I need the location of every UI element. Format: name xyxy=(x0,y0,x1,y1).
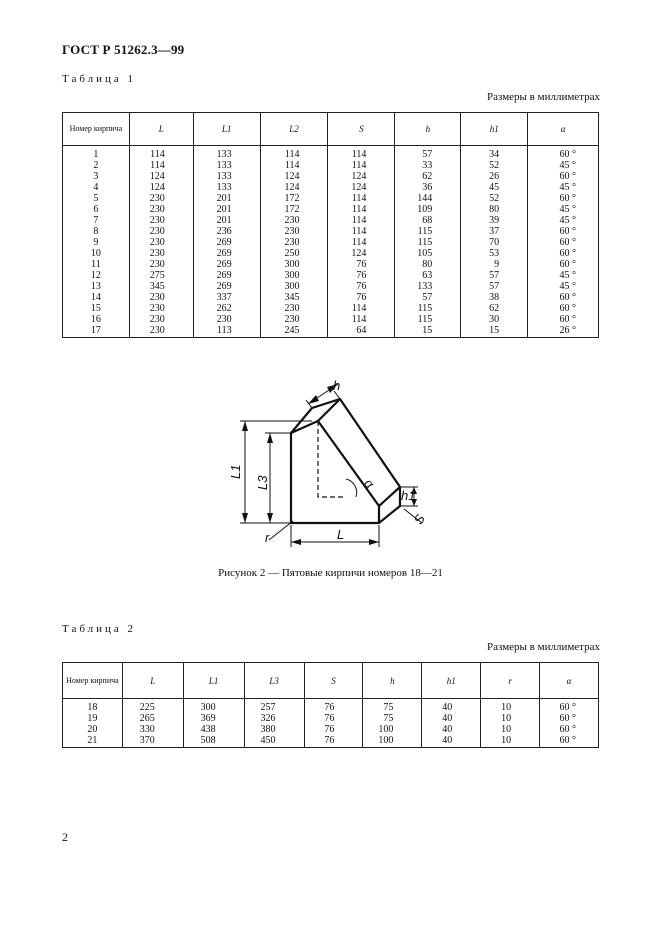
table-cell: 225 xyxy=(122,699,183,714)
table-row xyxy=(63,226,599,237)
table-cell: 1 xyxy=(63,146,130,161)
table-row xyxy=(63,281,599,292)
table-cell: 230 xyxy=(129,248,193,259)
brick-bottom-edge xyxy=(379,487,400,506)
table-cell: 201 xyxy=(193,193,260,204)
table-cell: 14 xyxy=(63,292,130,303)
table-cell: 369 xyxy=(183,713,244,724)
table-cell: 114 xyxy=(328,303,395,314)
table-cell: 60 ° xyxy=(540,713,599,724)
table-cell: 60 ° xyxy=(540,724,599,735)
table-cell: 57 xyxy=(461,281,528,292)
label-s: S xyxy=(410,511,428,527)
table-cell: 40 xyxy=(422,735,481,748)
table-cell: 114 xyxy=(328,314,395,325)
table-cell: 15 xyxy=(395,325,461,338)
table-cell: 450 xyxy=(244,735,304,748)
table-cell: 230 xyxy=(193,314,260,325)
table1-header-alpha: α xyxy=(528,113,599,146)
table-cell: 62 xyxy=(461,303,528,314)
label-l1: L1 xyxy=(228,464,243,479)
table-cell: 5 xyxy=(63,193,130,204)
table-cell: 144 xyxy=(395,193,461,204)
table-cell: 60 ° xyxy=(528,237,599,248)
table-cell: 57 xyxy=(395,292,461,303)
table-cell: 20 xyxy=(63,724,123,735)
table-cell: 230 xyxy=(260,226,328,237)
table-cell: 201 xyxy=(193,204,260,215)
table2 xyxy=(62,662,599,748)
figure-caption: Рисунок 2 — Пятовые кирпичи номеров 18—21 xyxy=(218,567,443,579)
table-cell: 76 xyxy=(304,713,363,724)
table-cell: 113 xyxy=(193,325,260,338)
table-row xyxy=(63,171,599,182)
table-cell: 40 xyxy=(422,699,481,714)
table-row xyxy=(63,237,599,248)
table-row xyxy=(63,248,599,259)
table-row xyxy=(63,193,599,204)
table-cell: 60 ° xyxy=(528,259,599,270)
table-row xyxy=(63,204,599,215)
table-cell: 36 xyxy=(395,182,461,193)
table-cell: 230 xyxy=(129,215,193,226)
table-cell: 30 xyxy=(461,314,528,325)
table-cell: 10 xyxy=(481,724,540,735)
table-cell: 52 xyxy=(461,160,528,171)
table-cell: 45 ° xyxy=(528,281,599,292)
page-number: 2 xyxy=(62,830,68,844)
table-cell: 230 xyxy=(129,303,193,314)
table-row xyxy=(63,325,599,338)
table-cell: 172 xyxy=(260,204,328,215)
table-cell: 172 xyxy=(260,193,328,204)
table-cell: 45 ° xyxy=(528,160,599,171)
table-cell: 114 xyxy=(129,146,193,161)
table-cell: 201 xyxy=(193,215,260,226)
table1 xyxy=(62,112,599,338)
table2-header-l3: L3 xyxy=(244,663,304,699)
table-cell: 230 xyxy=(129,259,193,270)
table1-header-l: L xyxy=(129,113,193,146)
table-row xyxy=(63,735,599,748)
table-cell: 45 ° xyxy=(528,182,599,193)
table-cell: 68 xyxy=(395,215,461,226)
table-cell: 262 xyxy=(193,303,260,314)
table1-header-l1: L1 xyxy=(193,113,260,146)
table-cell: 345 xyxy=(129,281,193,292)
table-cell: 21 xyxy=(63,735,123,748)
table-cell: 230 xyxy=(129,226,193,237)
table-cell: 57 xyxy=(395,146,461,161)
table-cell: 300 xyxy=(260,259,328,270)
table-cell: 8 xyxy=(63,226,130,237)
table1-header-h: h xyxy=(395,113,461,146)
table-cell: 12 xyxy=(63,270,130,281)
table-cell: 16 xyxy=(63,314,130,325)
table-cell: 114 xyxy=(129,160,193,171)
table-cell: 300 xyxy=(260,281,328,292)
table-cell: 60 ° xyxy=(540,699,599,714)
table-cell: 250 xyxy=(260,248,328,259)
table-cell: 380 xyxy=(244,724,304,735)
table-cell: 2 xyxy=(63,160,130,171)
table2-header-alpha: α xyxy=(540,663,599,699)
label-alpha: α xyxy=(361,475,378,492)
table1-caption: Таблица 1 xyxy=(62,73,137,85)
table-row xyxy=(63,259,599,270)
table-cell: 80 xyxy=(461,204,528,215)
table-cell: 45 ° xyxy=(528,215,599,226)
table-cell: 60 ° xyxy=(528,303,599,314)
table-cell: 64 xyxy=(328,325,395,338)
table-cell: 124 xyxy=(328,248,395,259)
table1-header-h1: h1 xyxy=(461,113,528,146)
table-cell: 40 xyxy=(422,724,481,735)
label-l: L xyxy=(337,527,345,542)
table-cell: 70 xyxy=(461,237,528,248)
table-cell: 230 xyxy=(260,314,328,325)
table-cell: 26 xyxy=(461,171,528,182)
table-cell: 275 xyxy=(129,270,193,281)
table-cell: 438 xyxy=(183,724,244,735)
table-cell: 269 xyxy=(193,248,260,259)
table-cell: 76 xyxy=(304,735,363,748)
table-cell: 133 xyxy=(193,160,260,171)
table-cell: 62 xyxy=(395,171,461,182)
table-cell: 115 xyxy=(395,237,461,248)
table-cell: 124 xyxy=(260,182,328,193)
table1-units: Размеры в миллиметрах xyxy=(487,91,600,103)
table-cell: 75 xyxy=(363,713,422,724)
table2-header-h1: h1 xyxy=(422,663,481,699)
table-cell: 124 xyxy=(129,171,193,182)
table-row xyxy=(63,314,599,325)
table-cell: 230 xyxy=(129,204,193,215)
table1-header-number: Номер кирпича xyxy=(63,113,130,146)
table-cell: 133 xyxy=(193,146,260,161)
table-row xyxy=(63,303,599,314)
table-cell: 80 xyxy=(395,259,461,270)
table2-header-l: L xyxy=(122,663,183,699)
table-cell: 114 xyxy=(328,193,395,204)
table-cell: 6 xyxy=(63,204,130,215)
table-cell: 114 xyxy=(260,160,328,171)
table-row xyxy=(63,146,599,161)
table-cell: 60 ° xyxy=(540,735,599,748)
table-row xyxy=(63,724,599,735)
table2-header-h: h xyxy=(363,663,422,699)
table-cell: 60 ° xyxy=(528,226,599,237)
label-l3: L3 xyxy=(255,475,270,490)
table-cell: 10 xyxy=(481,699,540,714)
table-row xyxy=(63,699,599,714)
table-cell: 269 xyxy=(193,270,260,281)
label-r: r xyxy=(265,530,270,545)
table-cell: 124 xyxy=(328,182,395,193)
table-row xyxy=(63,215,599,226)
table-cell: 269 xyxy=(193,281,260,292)
table-cell: 76 xyxy=(328,270,395,281)
table-row xyxy=(63,270,599,281)
table2-header-s: S xyxy=(304,663,363,699)
table-cell: 115 xyxy=(395,303,461,314)
table-cell: 15 xyxy=(63,303,130,314)
table-cell: 230 xyxy=(129,292,193,303)
table-cell: 230 xyxy=(260,215,328,226)
label-h: h xyxy=(333,378,341,393)
table-cell: 133 xyxy=(395,281,461,292)
table-cell: 76 xyxy=(328,281,395,292)
table-cell: 45 ° xyxy=(528,270,599,281)
table-cell: 133 xyxy=(193,182,260,193)
table-cell: 60 ° xyxy=(528,193,599,204)
hidden-edges xyxy=(318,421,346,497)
table-cell: 10 xyxy=(63,248,130,259)
table-cell: 26 ° xyxy=(528,325,599,338)
table-cell: 230 xyxy=(129,237,193,248)
table2-units: Размеры в миллиметрах xyxy=(487,641,600,653)
table-cell: 330 xyxy=(122,724,183,735)
table-cell: 38 xyxy=(461,292,528,303)
table-cell: 60 ° xyxy=(528,248,599,259)
table-cell: 4 xyxy=(63,182,130,193)
table-cell: 76 xyxy=(304,724,363,735)
table-cell: 7 xyxy=(63,215,130,226)
table-cell: 269 xyxy=(193,237,260,248)
table-row xyxy=(63,182,599,193)
table-cell: 230 xyxy=(129,325,193,338)
table1-header-l2: L2 xyxy=(260,113,328,146)
table-cell: 63 xyxy=(395,270,461,281)
table-cell: 57 xyxy=(461,270,528,281)
table-cell: 300 xyxy=(260,270,328,281)
table-cell: 245 xyxy=(260,325,328,338)
table-cell: 300 xyxy=(183,699,244,714)
table-cell: 109 xyxy=(395,204,461,215)
table1-header-s: S xyxy=(328,113,395,146)
table-cell: 10 xyxy=(481,713,540,724)
table-cell: 508 xyxy=(183,735,244,748)
table-cell: 60 ° xyxy=(528,146,599,161)
table-row xyxy=(63,713,599,724)
table-cell: 3 xyxy=(63,171,130,182)
table-cell: 13 xyxy=(63,281,130,292)
table2-header-r: r xyxy=(481,663,540,699)
table-cell: 60 ° xyxy=(528,292,599,303)
table-cell: 114 xyxy=(328,160,395,171)
table-cell: 236 xyxy=(193,226,260,237)
table-cell: 114 xyxy=(328,204,395,215)
table-cell: 60 ° xyxy=(528,314,599,325)
table-cell: 230 xyxy=(260,237,328,248)
table-cell: 114 xyxy=(328,146,395,161)
table-cell: 39 xyxy=(461,215,528,226)
table-cell: 18 xyxy=(63,699,123,714)
table-cell: 257 xyxy=(244,699,304,714)
table-cell: 40 xyxy=(422,713,481,724)
table-cell: 9 xyxy=(63,237,130,248)
table-cell: 105 xyxy=(395,248,461,259)
table-cell: 133 xyxy=(193,171,260,182)
table-cell: 60 ° xyxy=(528,171,599,182)
label-h1: h1 xyxy=(401,488,416,503)
table-cell: 265 xyxy=(122,713,183,724)
table-cell: 76 xyxy=(304,699,363,714)
table-cell: 230 xyxy=(260,303,328,314)
table-cell: 45 xyxy=(461,182,528,193)
table-row xyxy=(63,292,599,303)
table-cell: 124 xyxy=(328,171,395,182)
table-cell: 52 xyxy=(461,193,528,204)
table-cell: 9 xyxy=(461,259,528,270)
table-cell: 124 xyxy=(129,182,193,193)
table-cell: 15 xyxy=(461,325,528,338)
table-cell: 114 xyxy=(328,237,395,248)
table-cell: 114 xyxy=(260,146,328,161)
table-cell: 10 xyxy=(481,735,540,748)
table-cell: 230 xyxy=(129,314,193,325)
table-cell: 124 xyxy=(260,171,328,182)
table-cell: 34 xyxy=(461,146,528,161)
table2-header-number: Номер кирпича xyxy=(63,663,123,699)
table-cell: 370 xyxy=(122,735,183,748)
table-cell: 100 xyxy=(363,724,422,735)
table-cell: 326 xyxy=(244,713,304,724)
table-cell: 115 xyxy=(395,314,461,325)
table-cell: 17 xyxy=(63,325,130,338)
table2-caption: Таблица 2 xyxy=(62,623,137,635)
table-cell: 100 xyxy=(363,735,422,748)
table-cell: 345 xyxy=(260,292,328,303)
document-header: ГОСТ Р 51262.3—99 xyxy=(62,42,185,57)
table-row xyxy=(63,160,599,171)
table-cell: 115 xyxy=(395,226,461,237)
table-cell: 11 xyxy=(63,259,130,270)
table-cell: 230 xyxy=(129,193,193,204)
table-cell: 76 xyxy=(328,259,395,270)
table-cell: 75 xyxy=(363,699,422,714)
table-cell: 114 xyxy=(328,215,395,226)
table-cell: 53 xyxy=(461,248,528,259)
table-cell: 45 ° xyxy=(528,204,599,215)
table-cell: 37 xyxy=(461,226,528,237)
table-cell: 33 xyxy=(395,160,461,171)
table2-header-l1: L1 xyxy=(183,663,244,699)
table-cell: 19 xyxy=(63,713,123,724)
table-cell: 337 xyxy=(193,292,260,303)
table-cell: 76 xyxy=(328,292,395,303)
table-cell: 114 xyxy=(328,226,395,237)
table-cell: 269 xyxy=(193,259,260,270)
brick-drawing xyxy=(230,368,440,553)
